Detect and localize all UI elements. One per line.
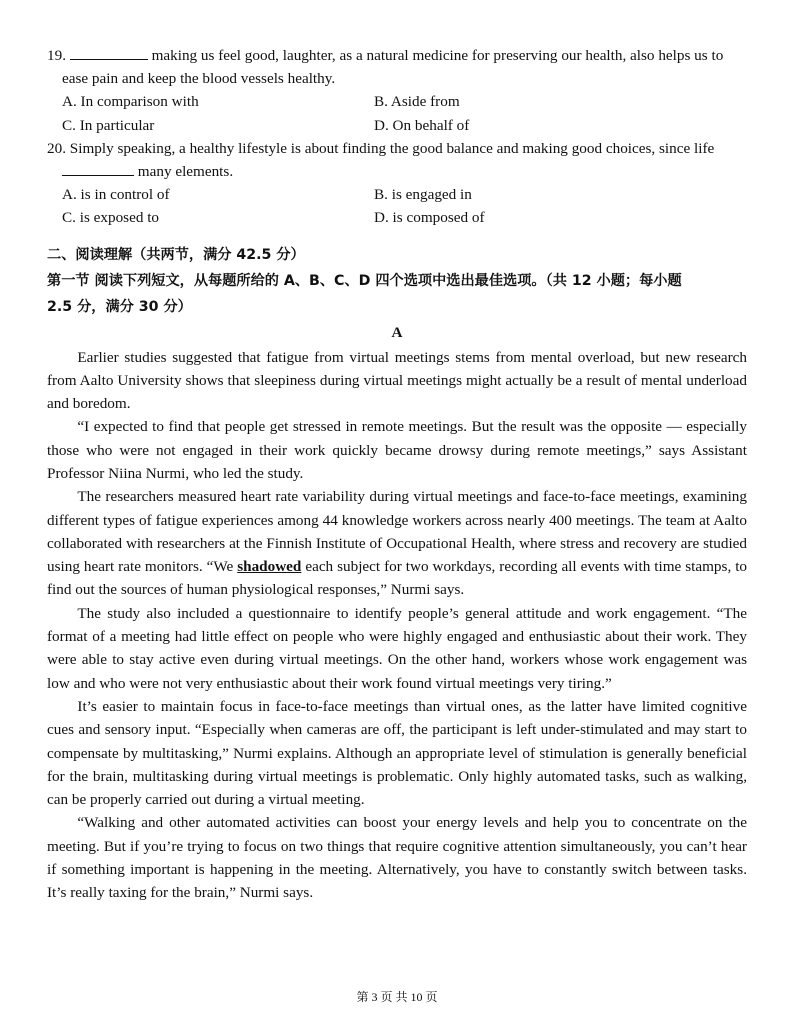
options-row — [47, 183, 747, 206]
question-stem-continued: ease pain and keep the blood vessels healthy. — [62, 70, 336, 88]
underlined-word: shadowed — [237, 558, 302, 576]
paragraph-2: “I expected to find that people get stressed in remote meetings. But the result was the opposite — especially those who were not engaged in their work quickly became drowsy during remote meetings,” says Assistant Professor Niina Nurmi, who led the study. — [47, 418, 747, 482]
option-c: C. is exposed to — [62, 209, 160, 227]
part-instructions-continued: 2.5 分，满分 30 分） — [47, 298, 192, 315]
question-stem-continued: many elements. — [47, 160, 747, 183]
option-a: A. In comparison with — [62, 93, 199, 111]
exam-page — [47, 44, 747, 905]
answer-blank — [70, 45, 148, 60]
passage-body — [47, 346, 747, 905]
page-footer: 第 3 页 共 10 页 — [356, 990, 438, 1004]
option-c: C. In particular — [62, 116, 155, 134]
paragraph-3: The researchers measured heart rate variability during virtual meetings and face-to-face meetings, examining different types of fatigue experiences among 44 knowledge workers across nearly 400 meetings. The team at Aalto collaborated with researchers at the Finnish Institute of Occupational Health, where stress and recovery are studied using heart rate monitors. “We shadowed each subject for two workdays, recording all events with time stamps, to find out the sources of human physiological responses,” Nurmi says. — [47, 488, 748, 599]
passage-label: A — [391, 323, 403, 341]
question-20 — [47, 137, 747, 230]
section-heading: 二、阅读理解（共两节，满分 42.5 分） — [47, 246, 305, 263]
options-row — [47, 114, 747, 137]
answer-blank — [62, 161, 134, 176]
question-number: 20. — [47, 139, 66, 157]
question-stem: 20. Simply speaking, a healthy lifestyle is about finding the good balance and making good choices, since life — [47, 139, 715, 157]
question-19 — [47, 44, 747, 137]
option-b: B. is engaged in — [374, 186, 472, 204]
part-instructions: 第一节 阅读下列短文，从每题所给的 A、B、C、D 四个选项中选出最佳选项。（共 12 小题；每小题 — [47, 272, 682, 289]
options-row — [47, 206, 747, 229]
option-b: B. Aside from — [374, 93, 460, 111]
paragraph-6: “Walking and other automated activities can boost your energy levels and help you to concentrate on the meeting. But if you’re trying to focus on two things that require cognitive attention simultaneously, you can’t hear if something important is happening in the meeting. Alternatively, you have to constantly switch between tasks. It’s really taxing for the brain,” Nurmi says. — [47, 814, 747, 902]
options-row — [47, 90, 747, 113]
paragraph-1: Earlier studies suggested that fatigue from virtual meetings stems from mental overload, but new research from Aalto University shows that sleepiness during virtual meetings might actually be a result of mental underload and boredom. — [47, 348, 747, 413]
paragraph-5: It’s easier to maintain focus in face-to-face meetings than virtual ones, as the latter have limited cognitive cues and sensory input. “Especially when cameras are off, the participant is left under-stimulated and may start to compensate by multitasking,” Nurmi explains. Although an appropriate level of stimulation is generally beneficial for the brain, multitasking during virtual meetings is problematic. Only highly automated tasks, such as walking, can be properly carried out during a virtual meeting. — [47, 697, 747, 809]
option-d: D. On behalf of — [374, 116, 470, 134]
paragraph-4: The study also included a questionnaire to identify people’s general attitude and work engagement. “The format of a meeting had little effect on people who were highly engaged and enthusiastic about their work. They were able to stay active even during virtual meetings. On the other hand, workers whose work engagement was low and who were not very enthusiastic about their work found virtual meetings very tiring.” — [47, 604, 747, 692]
question-stem: 19. making us feel good, laughter, as a natural medicine for preserving our health, also helps us to — [47, 47, 724, 64]
question-number: 19. — [47, 47, 66, 64]
option-d: D. is composed of — [374, 209, 485, 227]
option-a: A. is in control of — [62, 186, 170, 204]
